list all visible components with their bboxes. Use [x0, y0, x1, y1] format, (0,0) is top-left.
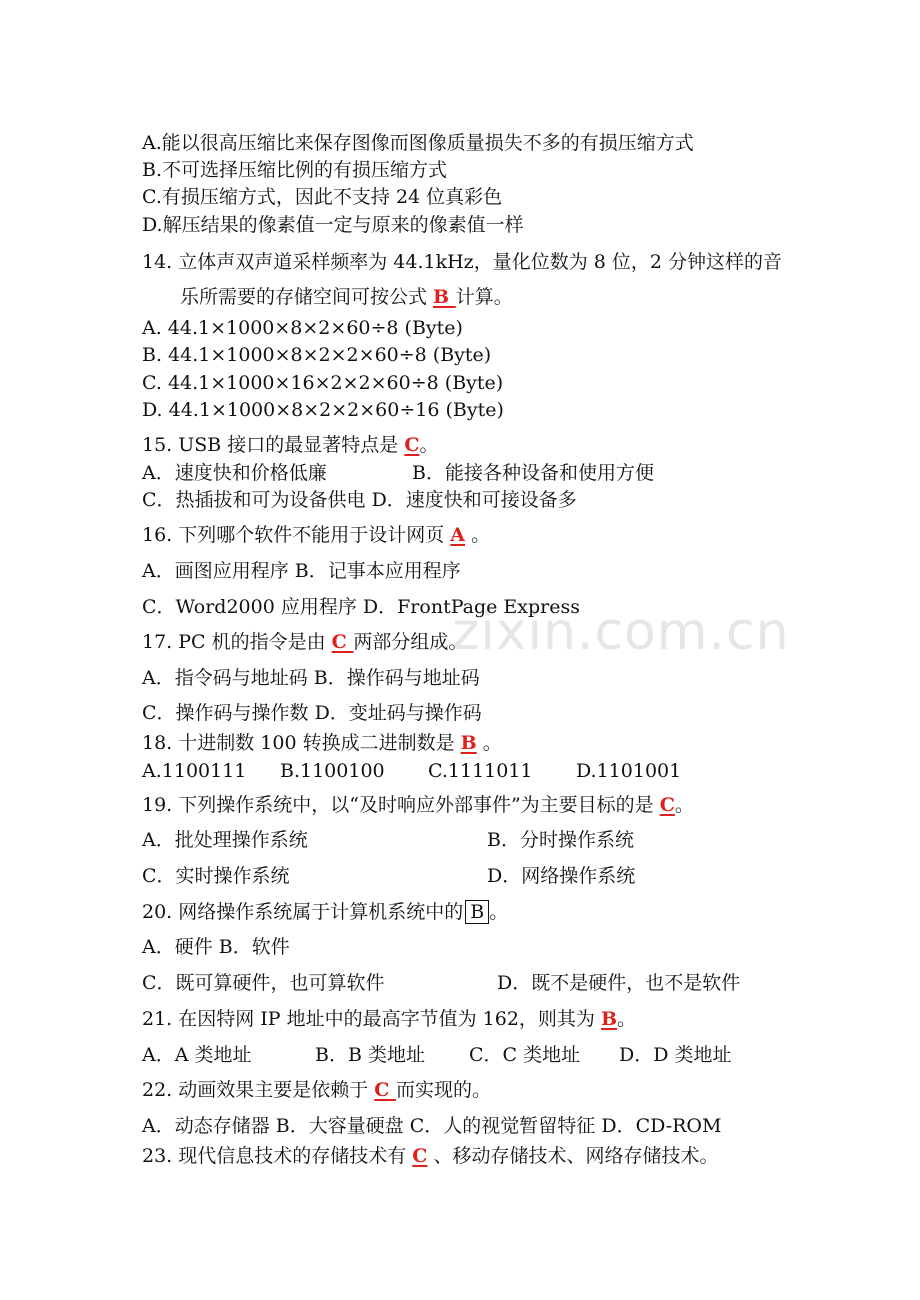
- q22-options: A．动态存储器 B．大容量硬盘 C．人的视觉暂留特征 D．CD-ROM: [142, 1115, 722, 1137]
- q21-option-b: B．B 类地址: [315, 1044, 425, 1066]
- q21-answer: B: [600, 1008, 618, 1030]
- q14-stem-line2: 乐所需要的存储空间可按公式 B 计算。: [180, 286, 513, 308]
- q14-answer: B: [433, 286, 456, 308]
- q19-options-cd: [142, 863, 635, 889]
- q18-answer: B: [460, 732, 477, 754]
- q20-answer-box: B: [465, 900, 489, 924]
- q16-answer: A: [450, 524, 466, 546]
- q18-option-a: A.1100111: [142, 760, 247, 782]
- q19-option-b: B．分时操作系统: [487, 829, 634, 851]
- q17-answer: C: [331, 631, 354, 653]
- q19-option-a: A．批处理操作系统: [142, 829, 308, 851]
- q18-options: [142, 758, 681, 784]
- q13-option-d: D.解压结果的像素值一定与原来的像素值一样: [142, 214, 524, 236]
- q14-stem-line1: 14. 立体声双声道采样频率为 44.1kHz，量化位数为 8 位，2 分钟这样的音: [142, 251, 782, 273]
- q17-stem: 17. PC 机的指令是由 C 两部分组成。: [142, 631, 468, 653]
- q21-option-d: D．D 类地址: [619, 1044, 732, 1066]
- q15-options-ab: [142, 460, 654, 486]
- q16-options-ab: A．画图应用程序 B．记事本应用程序: [142, 560, 461, 582]
- q19-option-d: D．网络操作系统: [487, 865, 636, 887]
- q14-option-b: B. 44.1×1000×8×2×2×60÷8 (Byte): [142, 344, 492, 366]
- q21-option-a: A．A 类地址: [142, 1044, 252, 1066]
- q13-option-c: C.有损压缩方式，因此不支持 24 位真彩色: [142, 186, 503, 208]
- q19-options-ab: [142, 827, 634, 853]
- q14-option-d: D. 44.1×1000×8×2×2×60÷16 (Byte): [142, 399, 504, 421]
- q15-options-cd: C．热插拔和可为设备供电 D．速度快和可接设备多: [142, 489, 577, 511]
- q13-option-a: A.能以很高压缩比来保存图像而图像质量损失不多的有损压缩方式: [142, 132, 694, 154]
- q20-options-cd: [142, 970, 740, 996]
- q14-option-a: A. 44.1×1000×8×2×60÷8 (Byte): [142, 317, 463, 339]
- watermark: zixin.com.cn: [452, 602, 790, 662]
- q21-stem: 21. 在因特网 IP 地址中的最高字节值为 162，则其为 B。: [142, 1008, 637, 1030]
- q20-stem: 20. 网络操作系统属于计算机系统中的 B 。: [142, 901, 509, 923]
- q17-options-ab: A．指令码与地址码 B．操作码与地址码: [142, 667, 480, 689]
- q19-answer: C: [659, 794, 675, 816]
- q23-stem: 23. 现代信息技术的存储技术有 C 、移动存储技术、网络存储技术。: [142, 1145, 719, 1167]
- q15-stem: 15. USB 接口的最显著特点是 C。: [142, 434, 439, 456]
- q13-option-b: B.不可选择压缩比例的有损压缩方式: [142, 159, 448, 181]
- q19-stem: 19. 下列操作系统中，以“及时响应外部事件”为主要目标的是 C。: [142, 794, 694, 816]
- q18-option-b: B.1100100: [280, 760, 385, 782]
- q23-answer: C: [412, 1145, 428, 1167]
- q15-answer: C: [404, 434, 420, 456]
- q20-option-d: D．既不是硬件，也不是软件: [497, 972, 741, 994]
- q21-option-c: C．C 类地址: [469, 1044, 581, 1066]
- q14-option-c: C. 44.1×1000×16×2×2×60÷8 (Byte): [142, 372, 504, 394]
- q15-option-a: A．速度快和价格低廉: [142, 462, 327, 484]
- q19-option-c: C．实时操作系统: [142, 865, 290, 887]
- q20-option-c: C．既可算硬件，也可算软件: [142, 972, 385, 994]
- q21-options: [142, 1042, 732, 1068]
- q18-option-c: C.1111011: [428, 760, 533, 782]
- q16-options-cd: C．Word2000 应用程序 D．FrontPage Express: [142, 596, 580, 618]
- q18-stem: 18. 十进制数 100 转换成二进制数是 B 。: [142, 732, 502, 754]
- q22-stem: 22. 动画效果主要是依赖于 C 而实现的。: [142, 1079, 492, 1101]
- q20-options-ab: A．硬件 B．软件: [142, 936, 290, 958]
- q15-option-b: B．能接各种设备和使用方便: [412, 462, 654, 484]
- q22-answer: C: [374, 1079, 397, 1101]
- q16-stem: 16. 下列哪个软件不能用于设计网页 A 。: [142, 524, 491, 546]
- q17-options-cd: C．操作码与操作数 D．变址码与操作码: [142, 702, 482, 724]
- q18-option-d: D.1101001: [576, 760, 682, 782]
